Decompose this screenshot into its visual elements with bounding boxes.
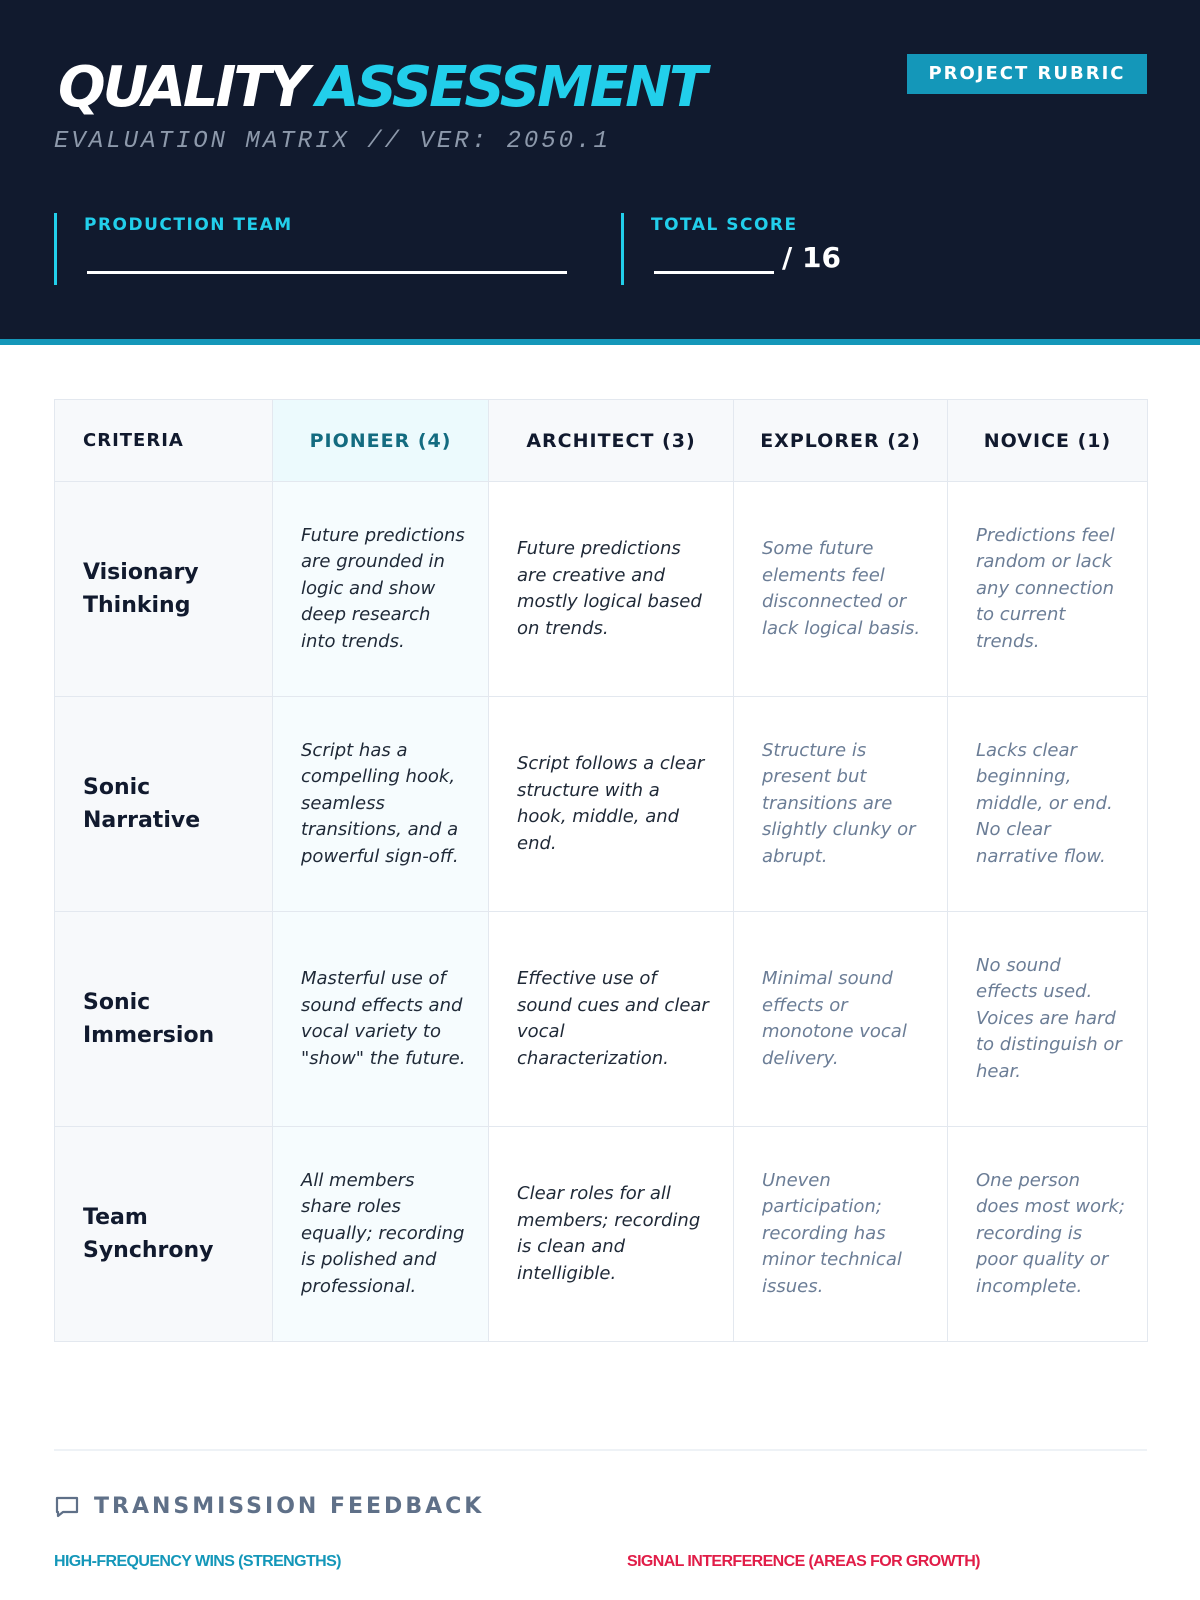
feedback-heading <box>54 1494 484 1519</box>
header-criteria: CRITERIA <box>55 400 273 482</box>
pioneer-cell: Future predictions are grounded in logic and show deep research into trends. <box>273 482 489 697</box>
explorer-cell: Some future elements feel disconnected or lack logical basis. <box>734 482 948 697</box>
architect-cell: Script follows a clear structure with a hook, middle, and end. <box>489 697 734 912</box>
total-score-max: / 16 <box>782 241 841 274</box>
criteria-cell: Team Synchrony <box>55 1127 273 1342</box>
total-score-field <box>621 213 921 285</box>
feedback-title: TRANSMISSION FEEDBACK <box>94 1494 485 1519</box>
novice-cell: Lacks clear beginning, middle, or end. No clear narrative flow. <box>948 697 1148 912</box>
title-word-quality: QUALITY <box>58 55 307 120</box>
section-divider <box>54 1449 1147 1451</box>
page-header <box>0 0 1200 345</box>
table-row <box>55 482 1148 697</box>
architect-cell: Clear roles for all members; recording is clean and intelligible. <box>489 1127 734 1342</box>
production-team-input-line[interactable] <box>87 271 567 274</box>
explorer-cell: Structure is present but transitions are slightly clunky or abrupt. <box>734 697 948 912</box>
total-score-input-line[interactable] <box>654 271 774 274</box>
header-pioneer: PIONEER (4) <box>273 400 489 482</box>
rubric-table <box>54 399 1148 1342</box>
header-architect: ARCHITECT (3) <box>489 400 734 482</box>
table-row <box>55 1127 1148 1342</box>
production-team-field <box>54 213 574 285</box>
strengths-label: HIGH-FREQUENCY WINS (STRENGTHS) <box>54 1553 341 1570</box>
novice-cell: One person does most work; recording is poor quality or incomplete. <box>948 1127 1148 1342</box>
header-explorer: EXPLORER (2) <box>734 400 948 482</box>
criteria-cell: Sonic Immersion <box>55 912 273 1127</box>
novice-cell: No sound effects used. Voices are hard to distinguish or hear. <box>948 912 1148 1127</box>
table-row <box>55 912 1148 1127</box>
production-team-label: PRODUCTION TEAM <box>84 215 293 235</box>
criteria-cell: Sonic Narrative <box>55 697 273 912</box>
table-header-row <box>55 400 1148 482</box>
project-rubric-badge: PROJECT RUBRIC <box>907 54 1147 94</box>
criteria-cell: Visionary Thinking <box>55 482 273 697</box>
novice-cell: Predictions feel random or lack any connection to current trends. <box>948 482 1148 697</box>
page-title <box>58 56 704 120</box>
explorer-cell: Minimal sound effects or monotone vocal delivery. <box>734 912 948 1127</box>
comment-icon <box>54 1495 80 1519</box>
table-row <box>55 697 1148 912</box>
growth-label: SIGNAL INTERFERENCE (AREAS FOR GROWTH) <box>627 1553 980 1570</box>
total-score-label: TOTAL SCORE <box>651 215 798 235</box>
pioneer-cell: Masterful use of sound effects and vocal variety to "show" the future. <box>273 912 489 1127</box>
pioneer-cell: Script has a compelling hook, seamless transitions, and a powerful sign-off. <box>273 697 489 912</box>
explorer-cell: Uneven participation; recording has minor technical issues. <box>734 1127 948 1342</box>
page-subtitle: EVALUATION MATRIX // VER: 2050.1 <box>54 128 611 155</box>
pioneer-cell: All members share roles equally; recording is polished and professional. <box>273 1127 489 1342</box>
header-novice: NOVICE (1) <box>948 400 1148 482</box>
title-word-assessment: ASSESSMENT <box>316 55 705 120</box>
architect-cell: Effective use of sound cues and clear vocal characterization. <box>489 912 734 1127</box>
architect-cell: Future predictions are creative and mostly logical based on trends. <box>489 482 734 697</box>
